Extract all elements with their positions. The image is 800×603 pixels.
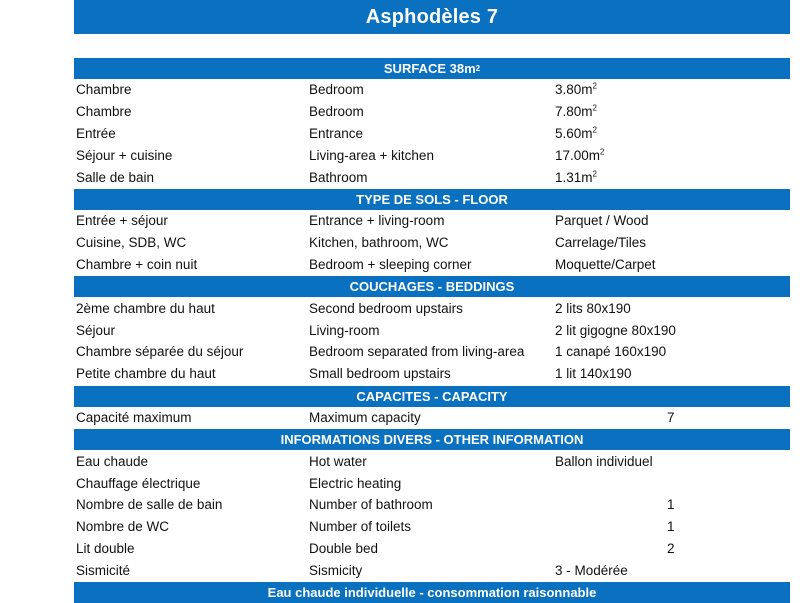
english-label: Maximum capacity [309,409,421,425]
english-label: Bedroom [309,104,364,120]
english-label: Number of toilets [309,519,412,535]
english-label: Entrance + living-room [309,213,445,229]
section-header-label: CAPACITES - CAPACITY [356,388,508,404]
value-cell [555,213,790,228]
value-cell [555,82,790,97]
table-row [74,472,790,494]
value-text: 17.00m [555,147,601,163]
table-row [74,450,790,472]
english-label: Kitchen, bathroom, WC [309,235,449,251]
table-row [74,297,790,319]
table-row [74,166,790,188]
section-header-label: INFORMATIONS DIVERS - OTHER INFORMATION [280,432,584,448]
english-label: Small bedroom upstairs [309,366,451,382]
value-text: 3 - Modérée [555,562,628,578]
section-header [74,188,790,210]
english-label: Bedroom + sleeping corner [309,256,472,272]
value-cell [555,497,790,512]
french-label: Salle de bain [76,169,155,185]
value-text: 7 [667,409,675,425]
english-label: Double bed [309,540,379,556]
value-text: 5.60m [555,125,593,141]
french-label: Eau chaude [76,453,149,469]
english-label: Number of bathroom [309,497,433,513]
section-header-label: TYPE DE SOLS - FLOOR [356,191,508,207]
english-label: Second bedroom upstairs [309,300,463,316]
french-label: Nombre de salle de bain [76,497,223,513]
table-row [74,144,790,166]
value-cell [555,366,790,381]
value-text: 1.31m [555,169,593,185]
french-label: Petite chambre du haut [76,366,216,382]
french-label: 2ème chambre du haut [76,300,215,316]
title-spacer [74,34,790,57]
table-row [74,232,790,254]
table-row [74,123,790,145]
value-cell [555,301,790,316]
sections-container [74,57,790,581]
french-label: Chambre [76,82,132,98]
value-text: Parquet / Wood [555,213,649,229]
table-row [74,538,790,560]
french-label: Séjour + cuisine [76,147,173,163]
french-label: Capacité maximum [76,409,192,425]
english-label: Bedroom separated from living-area [309,344,525,360]
english-label: Living-area + kitchen [309,147,434,163]
value-text: 1 canapé 160x190 [555,344,667,360]
section-header [74,428,790,450]
french-label: Entrée [76,125,116,141]
value-text: 1 [667,519,675,535]
value-cell [555,344,790,359]
value-superscript: 2 [592,169,597,179]
value-cell [555,563,790,578]
value-text: 1 lit 140x190 [555,366,632,382]
table-row [74,341,790,363]
table-row [74,559,790,581]
value-text: 1 [667,497,675,513]
table-row [74,494,790,516]
table-row [74,319,790,341]
english-label: Electric heating [309,475,402,491]
value-cell [555,170,790,185]
table-row [74,363,790,385]
value-text: 3.80m [555,82,593,98]
english-label: Living-room [309,322,380,338]
value-cell [555,454,790,469]
value-cell [555,148,790,163]
value-cell [555,126,790,141]
value-superscript: 2 [592,125,597,135]
table-row [74,79,790,101]
table-row [74,516,790,538]
value-cell [555,410,790,425]
french-label: Chambre séparée du séjour [76,344,244,360]
value-text: 2 [667,540,675,556]
section-header [74,385,790,407]
french-label: Nombre de WC [76,519,170,535]
page-title [74,0,790,34]
value-cell [555,519,790,534]
section-header-label: COUCHAGES - BEDDINGS [349,279,515,295]
page-title-text: Asphodèles 7 [365,5,499,28]
value-text: 2 lits 80x190 [555,300,631,316]
french-label: Entrée + séjour [76,213,168,229]
section-header [74,275,790,297]
english-label: Entrance [309,125,364,141]
french-label: Séjour [76,322,116,338]
french-label: Chambre + coin nuit [76,256,198,272]
value-text: 2 lit gigogne 80x190 [555,322,676,338]
french-label: Sismicité [76,562,131,578]
value-cell [555,257,790,272]
value-text: 7.80m [555,104,593,120]
value-cell [555,235,790,250]
table-row [74,254,790,276]
value-superscript: 2 [592,103,597,113]
value-text: Carrelage/Tiles [555,235,647,251]
value-text: Moquette/Carpet [555,256,656,272]
section-header-label: SURFACE 38m [383,61,476,76]
french-label: Chambre [76,104,132,120]
table-row [74,407,790,429]
value-cell [555,323,790,338]
footer-text: Eau chaude individuelle - consommation raisonnable [267,585,597,601]
value-cell [555,104,790,119]
french-label: Chauffage électrique [76,475,201,491]
english-label: Sismicity [309,562,363,578]
section-header: SURFACE 38m 2 [74,57,790,79]
value-superscript: 2 [592,81,597,91]
value-text: Ballon individuel [555,453,653,469]
table-row [74,101,790,123]
english-label: Hot water [309,453,367,469]
english-label: Bedroom [309,82,364,98]
value-cell [555,541,790,556]
table-row [74,210,790,232]
property-sheet [74,0,790,603]
french-label: Lit double [76,540,135,556]
english-label: Bathroom [309,169,368,185]
value-superscript: 2 [600,147,605,157]
french-label: Cuisine, SDB, WC [76,235,187,251]
